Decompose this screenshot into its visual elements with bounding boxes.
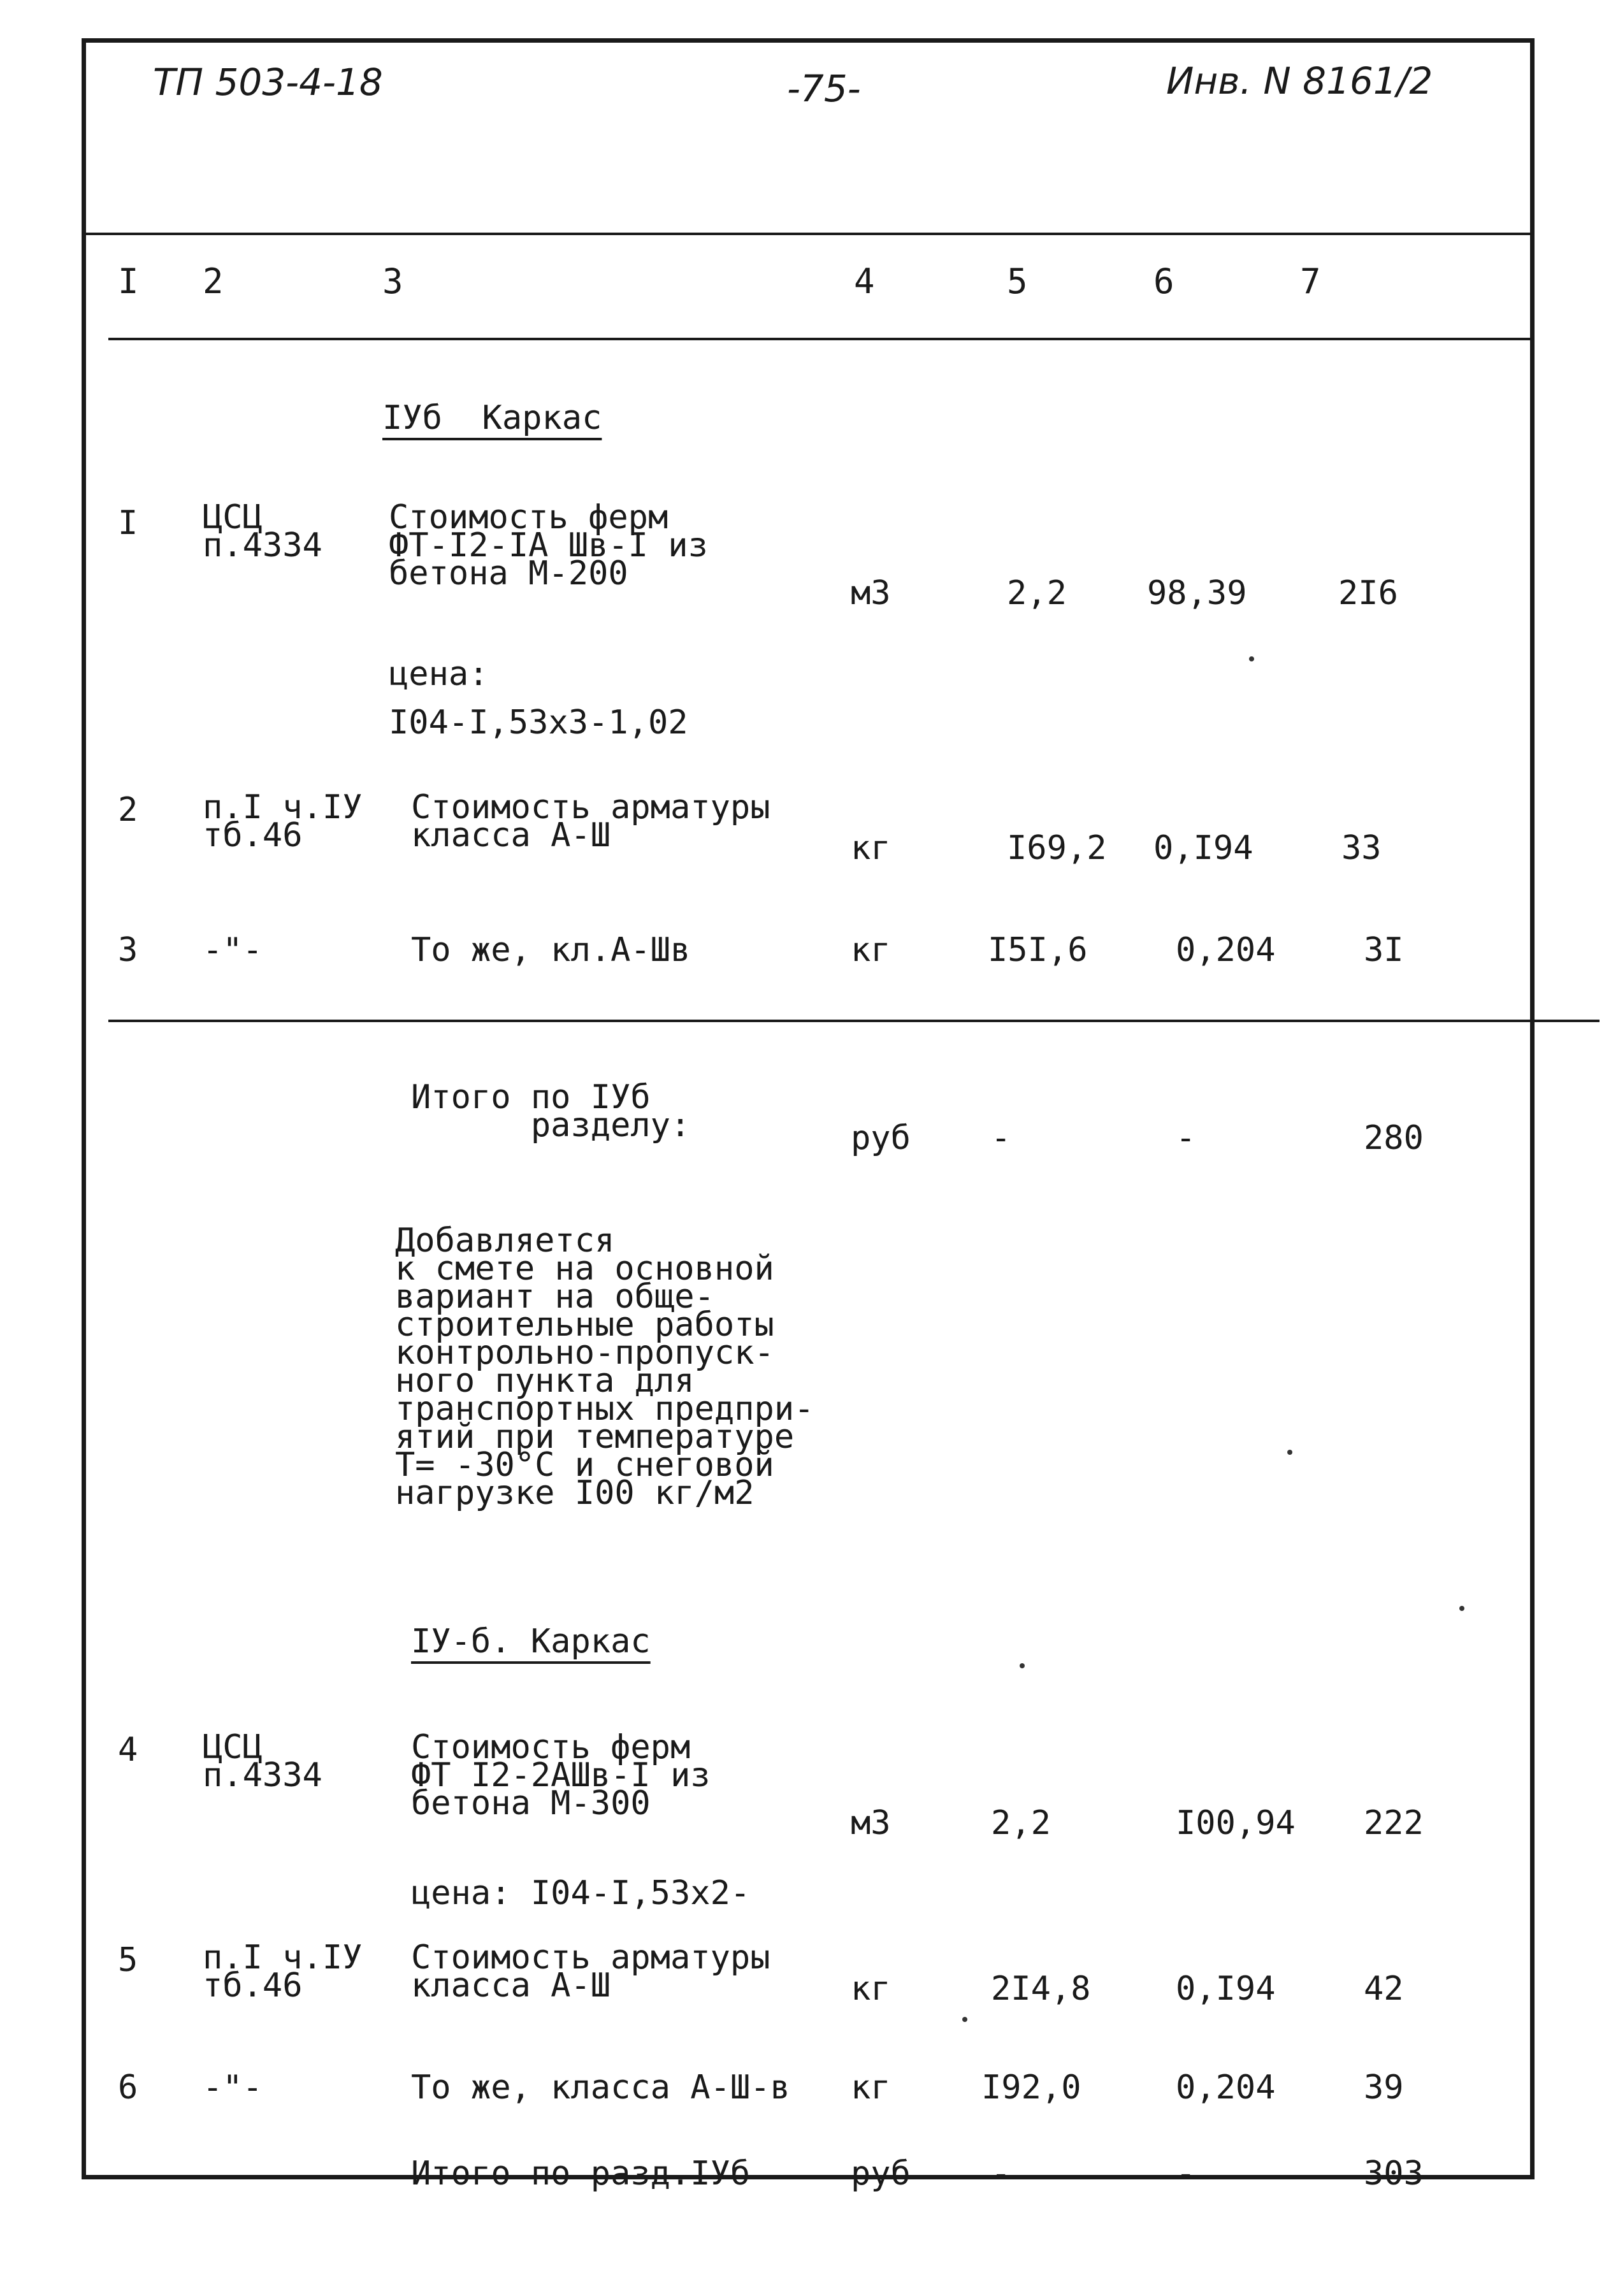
row-reference: п.I ч.IУ тб.46 bbox=[203, 788, 363, 855]
row-quantity: 2,2 bbox=[1007, 574, 1067, 612]
scan-speck bbox=[1459, 1606, 1464, 1611]
col-4-header: 4 bbox=[854, 261, 875, 301]
row-reference: ЦСЦ п.4334 bbox=[203, 498, 322, 565]
row-quantity: 2I4,8 bbox=[991, 1970, 1091, 2008]
page-number: -75- bbox=[787, 67, 861, 110]
row-unit: кг bbox=[851, 829, 891, 867]
row-description: Стоимость ферм ФТ I2-2АШв-I из бетона М-300 bbox=[411, 1728, 711, 1823]
row-total: 42 bbox=[1364, 1970, 1404, 2008]
subtotal-unit: руб bbox=[851, 2155, 911, 2193]
inventory-number: Инв. N 8161/2 bbox=[1166, 59, 1433, 103]
note-paragraph: Добавляется к смете на основной вариант на обще- строительные работы контрольно-пропуск- ного пункта для транспортных предпри- ятий при температуре Т= -30°С и снеговой нагрузке I00 кг/м2 bbox=[395, 1222, 814, 1512]
row-description: Стоимость арматуры класса А-Ш bbox=[411, 1939, 770, 2005]
row-quantity: I92,0 bbox=[981, 2069, 1081, 2107]
row-price: I00,94 bbox=[1176, 1804, 1296, 1842]
column-header-divider bbox=[108, 338, 1535, 340]
row-price: 98,39 bbox=[1147, 574, 1247, 612]
subtotal-unit: руб bbox=[851, 1119, 911, 1157]
row-price: 0,I94 bbox=[1176, 1970, 1276, 2008]
row-unit: м3 bbox=[851, 574, 891, 612]
doc-code: ТП 503-4-18 bbox=[153, 61, 383, 104]
row-price: 0,I94 bbox=[1153, 829, 1253, 867]
subtotal-total: 303 bbox=[1364, 2155, 1424, 2193]
row-unit: кг bbox=[851, 1970, 891, 2008]
row-number: 5 bbox=[118, 1941, 138, 1979]
row-reference: -"- bbox=[203, 931, 263, 969]
row-price-calc: цена: I04-I,53х2- bbox=[411, 1874, 751, 1912]
col-5-header: 5 bbox=[1007, 261, 1028, 301]
col-6-header: 6 bbox=[1153, 261, 1174, 301]
subtotal-quantity: - bbox=[991, 1119, 1011, 1157]
row-description: Стоимость арматуры класса А-Ш bbox=[411, 788, 770, 855]
row-number: 3 bbox=[118, 931, 138, 969]
row-reference: -"- bbox=[203, 2069, 263, 2107]
section-title: IУ-б. Каркас bbox=[411, 1622, 651, 1661]
subtotal-label: Итого по IУб разделу: bbox=[411, 1078, 691, 1144]
row-unit: кг bbox=[851, 2069, 891, 2107]
row-price: 0,204 bbox=[1176, 931, 1276, 969]
subtotal-quantity: - bbox=[991, 2155, 1011, 2193]
scan-speck bbox=[1020, 1663, 1025, 1668]
row-quantity: I5I,6 bbox=[988, 931, 1088, 969]
scan-speck bbox=[962, 2017, 967, 2022]
row-number: 2 bbox=[118, 791, 138, 829]
row-description: То же, класса А-Ш-в bbox=[411, 2069, 790, 2107]
row-description: Стоимость ферм ФТ-I2-IA Шв-I из бетона М-200 bbox=[389, 498, 708, 593]
scan-speck bbox=[1287, 1450, 1292, 1455]
subtotal-price: - bbox=[1176, 2155, 1196, 2193]
row-total: 39 bbox=[1364, 2069, 1404, 2107]
row-number: I bbox=[118, 504, 138, 542]
row-reference: ЦСЦ п.4334 bbox=[203, 1728, 322, 1794]
scan-speck bbox=[1249, 656, 1254, 661]
row-unit: кг bbox=[851, 931, 891, 969]
row-number: 4 bbox=[118, 1731, 138, 1769]
subtotal-divider bbox=[108, 1020, 1600, 1022]
subtotal-label: Итого по разд.IУб bbox=[411, 2155, 751, 2193]
row-quantity: 2,2 bbox=[991, 1804, 1051, 1842]
subtotal-total: 280 bbox=[1364, 1119, 1424, 1157]
row-quantity: I69,2 bbox=[1007, 829, 1107, 867]
row-total: 33 bbox=[1341, 829, 1382, 867]
subtotal-price: - bbox=[1176, 1119, 1196, 1157]
row-total: 2I6 bbox=[1338, 574, 1398, 612]
header-divider bbox=[82, 233, 1535, 235]
row-price-calc: цена: I04-I,53х3-1,02 bbox=[389, 655, 688, 742]
row-description: То же, кл.А-Шв bbox=[411, 931, 691, 969]
row-unit: м3 bbox=[851, 1804, 891, 1842]
col-7-header: 7 bbox=[1300, 261, 1321, 301]
row-price: 0,204 bbox=[1176, 2069, 1276, 2107]
row-total: 3I bbox=[1364, 931, 1404, 969]
row-reference: п.I ч.IУ тб.46 bbox=[203, 1939, 363, 2005]
col-1-header: I bbox=[118, 261, 139, 301]
row-number: 6 bbox=[118, 2069, 138, 2107]
col-2-header: 2 bbox=[203, 261, 224, 301]
row-total: 222 bbox=[1364, 1804, 1424, 1842]
section-title: IУб Каркас bbox=[382, 399, 602, 437]
page-frame bbox=[82, 38, 1535, 2179]
col-3-header: 3 bbox=[382, 261, 403, 301]
